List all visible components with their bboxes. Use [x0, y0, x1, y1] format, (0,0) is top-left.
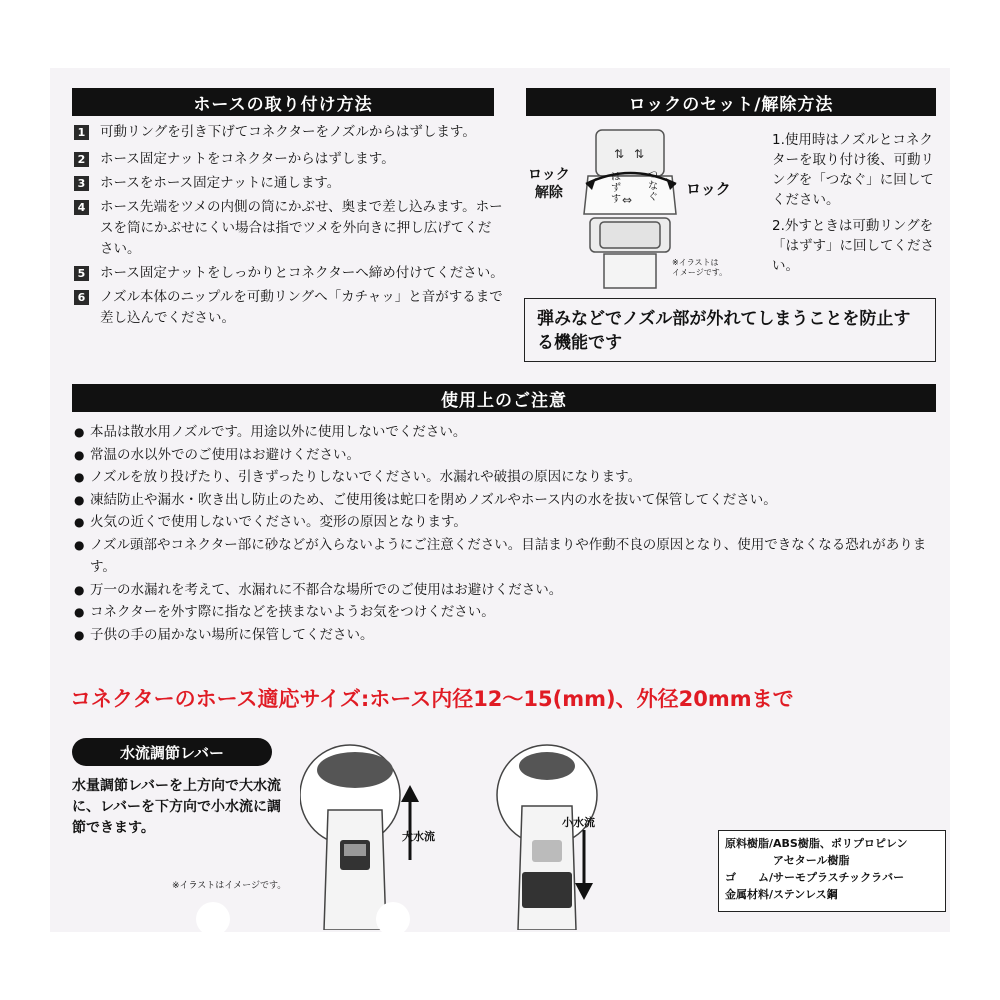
connector-illustration: [526, 122, 770, 292]
material-line: 原料樹脂/ABS樹脂、ポリプロピレン: [725, 837, 908, 850]
step-number: 3: [74, 176, 89, 191]
materials-box: [718, 830, 946, 912]
svg-text:⇅: ⇅: [614, 147, 625, 161]
hang-hole-right: [376, 902, 410, 936]
hose-step: [74, 197, 504, 260]
material-line: 金属材料/ステンレス鋼: [725, 888, 838, 901]
hose-step: [74, 149, 504, 170]
caution-item: ● 常温の水以外でのご使用はお避けください。: [74, 444, 936, 467]
lock-label: ロック: [686, 180, 731, 198]
lock-section-header: ロックのセット/解除方法: [526, 88, 936, 116]
step-number: 5: [74, 266, 89, 281]
step-text: ホース固定ナットをコネクターからはずします。: [100, 151, 395, 167]
caution-item: ● 凍結防止や漏水・吹き出し防止のため、ご使用後は蛇口を閉めノズルやホース内の水を抜いて保管してください。: [74, 489, 936, 512]
caution-item: ● 万一の水漏れを考えて、水漏れに不都合な場所でのご使用はお避けください。: [74, 579, 936, 602]
large-flow-label: 大水流: [402, 830, 435, 843]
hose-size-note: コネクターのホース適応サイズ:ホース内径12～15(mm)、外径20mmまで: [70, 687, 794, 711]
svg-text:⇔: ⇔: [622, 193, 633, 207]
lock-release-label: ロック 解除: [528, 167, 570, 201]
step-text: ホースをホース固定ナットに通します。: [100, 175, 341, 191]
nozzle-up-illustration: [300, 740, 460, 930]
caution-list: [74, 421, 936, 646]
lock-feature-box: 弾みなどでノズル部が外れてしまうことを防止する機能です: [524, 298, 936, 362]
svg-text:⇅: ⇅: [634, 147, 645, 161]
hose-step: [74, 173, 504, 194]
hose-steps-list: [74, 122, 504, 329]
hose-step: [74, 263, 504, 284]
step-text: ホース先端をツメの内側の筒にかぶせ、奥まで差し込みます。ホースを筒にかぶせにくい場合は指でツメを外向きに押し広げてください。: [100, 199, 503, 257]
lever-illust-note: ※イラストはイメージです。: [172, 881, 287, 891]
caution-item: ● 火気の近くで使用しないでください。変形の原因となります。: [74, 511, 936, 534]
lock-steps: [772, 130, 942, 276]
step-number: 2: [74, 152, 89, 167]
hose-step: [74, 287, 504, 329]
ring-tsunagu-label: つなぐ: [648, 170, 658, 203]
nozzle-down-illustration: [492, 740, 652, 930]
lock-illust-note: ※イラストは イメージです。: [672, 258, 728, 277]
caution-item: ● ノズル頭部やコネクター部に砂などが入らないようにご注意ください。目詰まりや作動不良の原因となり、使用できなくなる恐れがあります。: [74, 534, 936, 579]
material-line: アセタール樹脂: [725, 854, 850, 867]
hose-step: [74, 122, 504, 143]
small-flow-label: 小水流: [562, 816, 595, 829]
caution-section-header: 使用上のご注意: [72, 384, 936, 412]
step-text: ホース固定ナットをしっかりとコネクターへ締め付けてください。: [100, 265, 504, 281]
ring-hazusu-label: はずす: [611, 172, 621, 205]
step-number: 6: [74, 290, 89, 305]
lock-step-2: 2.外すときは可動リングを「はずす」に回してください。: [772, 218, 934, 274]
caution-item: ● コネクターを外す際に指などを挟まないようお気をつけください。: [74, 601, 936, 624]
material-line: ゴ ム/サーモプラスチックラバー: [725, 871, 905, 884]
step-text: ノズル本体のニップルを可動リングへ「カチャッ」と音がするまで差し込んでください。: [100, 289, 503, 326]
step-number: 4: [74, 200, 89, 215]
hang-hole-left: [196, 902, 230, 936]
caution-item: ● 本品は散水用ノズルです。用途以外に使用しないでください。: [74, 421, 936, 444]
lever-description: 水量調節レバーを上方向で大水流に、レバーを下方向で小水流に調節できます。: [72, 778, 282, 836]
hose-section-header: ホースの取り付け方法: [72, 88, 494, 116]
lock-step-1: 1.使用時はノズルとコネクターを取り付け後、可動リングを「つなぐ」に回してください。: [772, 132, 934, 208]
lever-section-header: 水流調節レバー: [72, 738, 272, 766]
step-text: 可動リングを引き下げてコネクターをノズルからはずします。: [100, 124, 476, 140]
caution-item: ● 子供の手の届かない場所に保管してください。: [74, 624, 936, 647]
caution-item: ● ノズルを放り投げたり、引きずったりしないでください。水漏れや破損の原因になります。: [74, 466, 936, 489]
step-number: 1: [74, 125, 89, 140]
